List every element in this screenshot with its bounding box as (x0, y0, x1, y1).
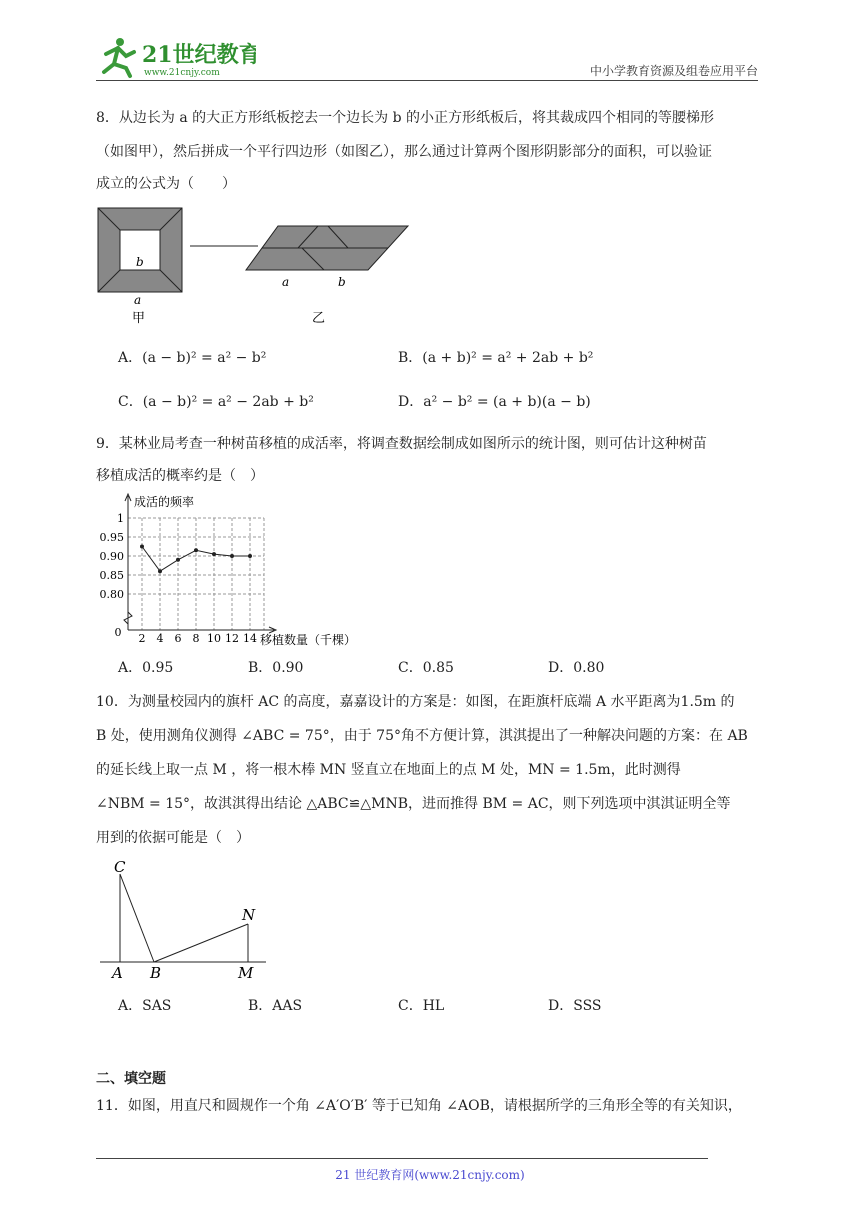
site-logo (96, 34, 256, 80)
q10-option-d: D．SSS (548, 998, 602, 1014)
y-tick-label: 0.95 (99, 531, 124, 544)
footer-divider (96, 1158, 708, 1159)
fig-yi-label-b: b (338, 275, 346, 289)
y-tick-label: 0.80 (99, 588, 124, 601)
section-title-fill-in: 二、填空题 (96, 1071, 166, 1087)
x-tick-label: 10 (207, 632, 221, 645)
q8-option-c: C．(a − b)² = a² − 2ab + b² (118, 394, 314, 410)
q8-line-2: （如图甲），然后拼成一个平行四边形（如图乙），那么通过计算两个图形阴影部分的面积，可以验证 (96, 144, 712, 160)
figure-yi-parallelogram (246, 226, 408, 270)
logo-subtext: www.21cnjy.com (144, 68, 220, 78)
x-tick-label: 14 (243, 632, 257, 645)
x-tick-label: 4 (156, 632, 164, 645)
q10-line-4: ∠NBM = 15°，故淇淇得出结论 △ABC≌△MNB，进而推得 BM = AC，则下列选项中淇淇证明全等 (96, 796, 731, 812)
segment-cb (120, 874, 154, 962)
q8-line-3: 成立的公式为（ ） (96, 176, 236, 192)
point-c-label: C (114, 858, 126, 876)
q10-option-a: A．SAS (118, 998, 172, 1014)
q10-line-2: B 处，使用测角仪测得 ∠ABC = 75°，由于 75°角不方便计算，淇淇提出了一种解决问题的方案：在 AB (96, 728, 748, 744)
chart-axes (124, 494, 276, 633)
data-point (230, 554, 234, 558)
data-point (194, 548, 198, 552)
q10-option-b: B．AAS (248, 998, 303, 1014)
fig-jia-label-a: a (134, 293, 142, 307)
q9-option-b: B．0.90 (248, 660, 304, 676)
q8-figure (96, 206, 416, 330)
data-point (158, 569, 162, 573)
x-tick-label: 2 (138, 632, 146, 645)
data-point (140, 545, 144, 549)
data-point (176, 558, 180, 562)
segment-bn (154, 924, 248, 962)
logo-text: 21世纪教育 (142, 42, 256, 68)
fig-yi-caption: 乙 (312, 311, 326, 326)
figure-jia-square (98, 208, 182, 292)
point-a-label: A (112, 964, 123, 982)
fig-jia-label-b: b (136, 255, 144, 269)
q10-line-1: 10．为测量校园内的旗杆 AC 的高度，嘉嘉设计的方案是：如图，在距旗杆底端 A 水平距离为1.5m 的 (96, 694, 735, 710)
chart-grid (128, 518, 264, 630)
x-tick-label: 6 (174, 632, 182, 645)
origin-label: 0 (114, 626, 122, 639)
y-tick-label: 0.85 (99, 569, 124, 582)
fig-yi-label-a: a (282, 275, 290, 289)
header-divider (96, 80, 758, 81)
x-tick-label: 12 (225, 632, 239, 645)
q8-line-1: 8．从边长为 a 的大正方形纸板挖去一个边长为 b 的小正方形纸板后，将其裁成四个相同的等腰梯形 (96, 110, 715, 126)
runner-icon (104, 38, 134, 76)
q9-line-2: 移植成活的概率约是（ ） (96, 468, 264, 484)
y-axis-title: 成活的频率 (134, 495, 195, 509)
point-n-label: N (242, 906, 256, 924)
q9-option-c: C．0.85 (398, 660, 454, 676)
data-point (248, 554, 252, 558)
y-tick-label: 0.90 (99, 550, 124, 563)
q9-frequency-chart (96, 490, 356, 652)
data-point (212, 552, 216, 556)
q11-line-1: 11．如图，用直尺和圆规作一个角 ∠A′O′B′ 等于已知角 ∠AOB，请根据所学的三角形全等的有关知识， (96, 1098, 742, 1114)
y-tick-label: 1 (117, 512, 124, 525)
fig-jia-caption: 甲 (132, 311, 146, 326)
footer-site-link[interactable]: 21 世纪教育网(www.21cnjy.com) (335, 1168, 525, 1182)
q10-option-c: C．HL (398, 998, 445, 1014)
q10-line-5: 用到的依据可能是（ ） (96, 830, 250, 846)
point-b-label: B (150, 964, 162, 982)
q9-option-d: D．0.80 (548, 660, 605, 676)
x-tick-label: 8 (192, 632, 200, 645)
q10-line-3: 的延长线上取一点 M ，将一根木棒 MN 竖直立在地面上的点 M 处，MN = 1.5m，此时测得 (96, 762, 681, 778)
q8-option-b: B．(a + b)² = a² + 2ab + b² (398, 350, 594, 366)
q8-option-d: D．a² − b² = (a + b)(a − b) (398, 394, 591, 410)
q9-line-1: 9．某林业局考查一种树苗移植的成活率，将调查数据绘制成如图所示的统计图，则可估计这种树苗 (96, 436, 707, 452)
header-platform-text: 中小学教育资源及组卷应用平台 (589, 64, 758, 78)
q9-option-a: A．0.95 (118, 660, 174, 676)
x-axis-title: 移植数量（千棵） (260, 633, 356, 647)
q10-figure (96, 854, 276, 982)
q8-option-a: A．(a − b)² = a² − b² (118, 350, 267, 366)
point-m-label: M (238, 964, 254, 982)
